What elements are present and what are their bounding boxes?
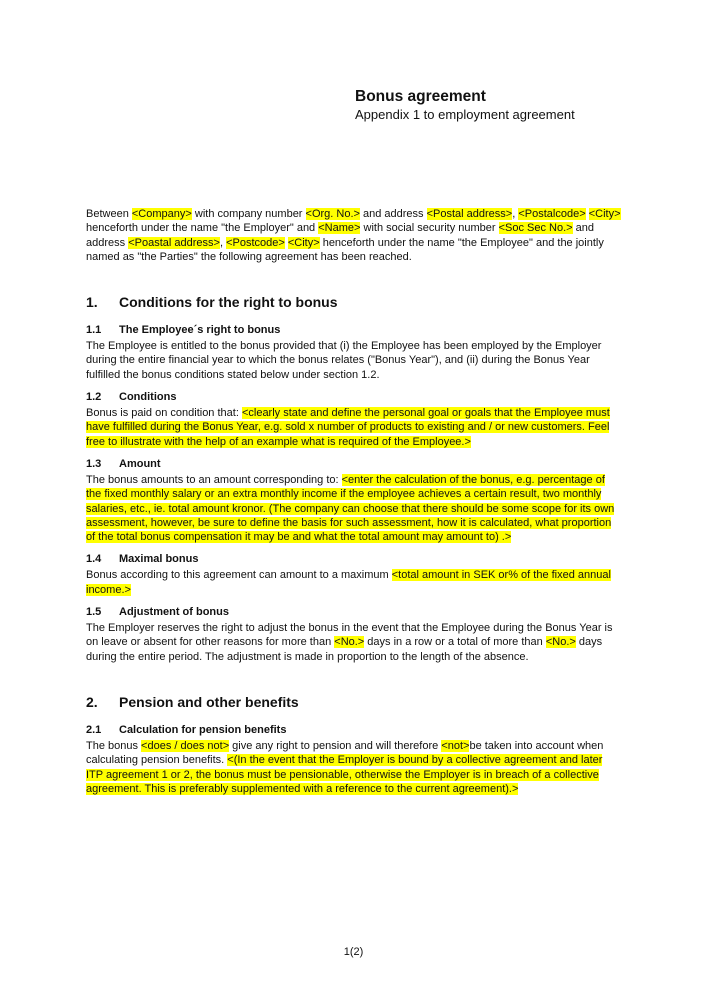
text-run: , <box>219 236 227 249</box>
placeholder-highlight: <City> <box>588 208 621 220</box>
placeholder-highlight: <clearly state and define the personal goal or goals that the Employee must have fulfilled during the Bonus Year, e.g. sold x number of products to existing and / or new customers. Feel free to illustrate with the help of an example what is required of the Employee.> <box>86 407 610 448</box>
placeholder-highlight: <City> <box>287 236 320 249</box>
section-number: 1. <box>86 294 98 311</box>
subsection-title: Calculation for pension benefits <box>119 723 287 736</box>
subsection-title: Adjustment of bonus <box>119 606 229 619</box>
text-run: give any right to pension and will therefore <box>229 739 442 752</box>
text-run: days during the entire period. The adjustment is made in proportion to the length of the absence. <box>86 636 603 663</box>
text-run: henceforth under the name "the Employee" and the jointly named as "the Parties" the following agreement has been reached. <box>86 236 604 263</box>
subsection-2-1-heading <box>86 723 622 737</box>
placeholder-highlight: <Postcode> <box>226 236 285 249</box>
subsection-number: 1.1 <box>86 324 102 337</box>
placeholder-highlight: <(In the event that the Employer is bound by a collective agreement and later ITP agreement 1 or 2, the bonus must be pensionable, otherwise the Employer is in breach of a collective agreement. This is preferably supplemented with a reference to the current agreement).> <box>86 754 603 795</box>
text-run: Bonus according to this agreement can amount to a maximum <box>86 569 392 582</box>
text-run: Bonus is paid on condition that: <box>86 407 242 420</box>
text-run: and address <box>86 222 595 249</box>
text-run: and address <box>359 208 427 220</box>
document-subtitle: Appendix 1 to employment agreement <box>355 107 575 122</box>
document-body <box>86 207 622 796</box>
subsection-1-5-text <box>86 621 622 664</box>
placeholder-highlight: <Company> <box>131 208 192 220</box>
placeholder-highlight: <not> <box>441 739 470 752</box>
subsection-number: 1.3 <box>86 457 102 470</box>
text-run: The Employee is entitled to the bonus provided that (i) the Employee has been employed by the Employer during the entire financial year to which the bonus relates ("Bonus Year"), and (ii) during the Bonus Year fulfilled the bonus conditions stated below under section 1.2. <box>86 340 602 381</box>
subsection-number: 1.4 <box>86 553 102 566</box>
text-run: henceforth under the name "the Employer" and <box>86 222 319 235</box>
text-run: The Employer reserves the right to adjust the bonus in the event that the Employee during the Bonus Year is on leave or absent for other reasons for more than <box>86 622 613 649</box>
subsection-number: 1.2 <box>86 391 102 404</box>
subsection-1-1-heading <box>86 323 622 337</box>
section-1-heading <box>86 293 622 311</box>
placeholder-highlight: <does / does not> <box>141 739 230 752</box>
placeholder-highlight: <Poastal address> <box>128 236 220 249</box>
text-run: The bonus <box>86 739 142 752</box>
text-run: be taken into account when calculating pension benefits. <box>86 739 604 767</box>
document-title: Bonus agreement <box>355 88 486 105</box>
subsection-1-5-heading <box>86 605 622 619</box>
text-run: days in a row or a total of more than <box>364 636 546 649</box>
section-2-heading <box>86 693 622 711</box>
subsection-title: The Employee´s right to bonus <box>119 324 281 337</box>
text-run: Between <box>86 208 132 220</box>
placeholder-highlight: <Postalcode> <box>518 208 586 220</box>
subsection-1-2-text <box>86 406 622 449</box>
placeholder-highlight: <Postal address> <box>426 208 513 220</box>
subsection-2-1-text <box>86 739 622 796</box>
subsection-number: 1.5 <box>86 606 102 619</box>
placeholder-highlight: <total amount in SEK or% of the fixed annual income.> <box>86 569 611 596</box>
subsection-title: Amount <box>119 457 161 470</box>
section-title: Pension and other benefits <box>119 693 299 710</box>
placeholder-highlight: <Name> <box>318 222 361 235</box>
text-run: with company number <box>191 208 306 220</box>
text-run: with social security number <box>360 222 499 235</box>
placeholder-highlight: <No.> <box>545 636 576 649</box>
placeholder-highlight: <enter the calculation of the bonus, e.g. percentage of the fixed monthly salary or an extra monthly income if the employee achieves a certain result, two monthly salaries, etc., ie. total amount kronor. (The company can choose that there should be some scope for its own assessment, however, be sure to define the basis for such assessment, how it is calculated, what proportion of the total bonus compensation it may be and what the total amount may amount to) .> <box>86 473 615 544</box>
subsection-1-4-text <box>86 568 622 597</box>
subsection-1-4-heading <box>86 552 622 566</box>
placeholder-highlight: <Soc Sec No.> <box>498 222 573 235</box>
document-header <box>355 88 575 123</box>
subsection-title: Conditions <box>119 391 177 404</box>
placeholder-highlight: <No.> <box>334 636 365 649</box>
section-number: 2. <box>86 693 98 710</box>
text-run: The bonus amounts to an amount corresponding to: <box>86 473 342 486</box>
page-number: 1(2) <box>343 946 364 958</box>
text-run: , <box>512 208 519 220</box>
subsection-1-2-heading <box>86 390 622 404</box>
subsection-1-3-text <box>86 473 622 544</box>
subsection-number: 2.1 <box>86 723 102 736</box>
section-title: Conditions for the right to bonus <box>119 294 338 311</box>
placeholder-highlight: <Org. No.> <box>305 208 360 220</box>
subsection-1-1-text <box>86 339 622 382</box>
subsection-1-3-heading <box>86 457 622 471</box>
subsection-title: Maximal bonus <box>119 553 199 566</box>
intro-paragraph <box>86 207 622 264</box>
